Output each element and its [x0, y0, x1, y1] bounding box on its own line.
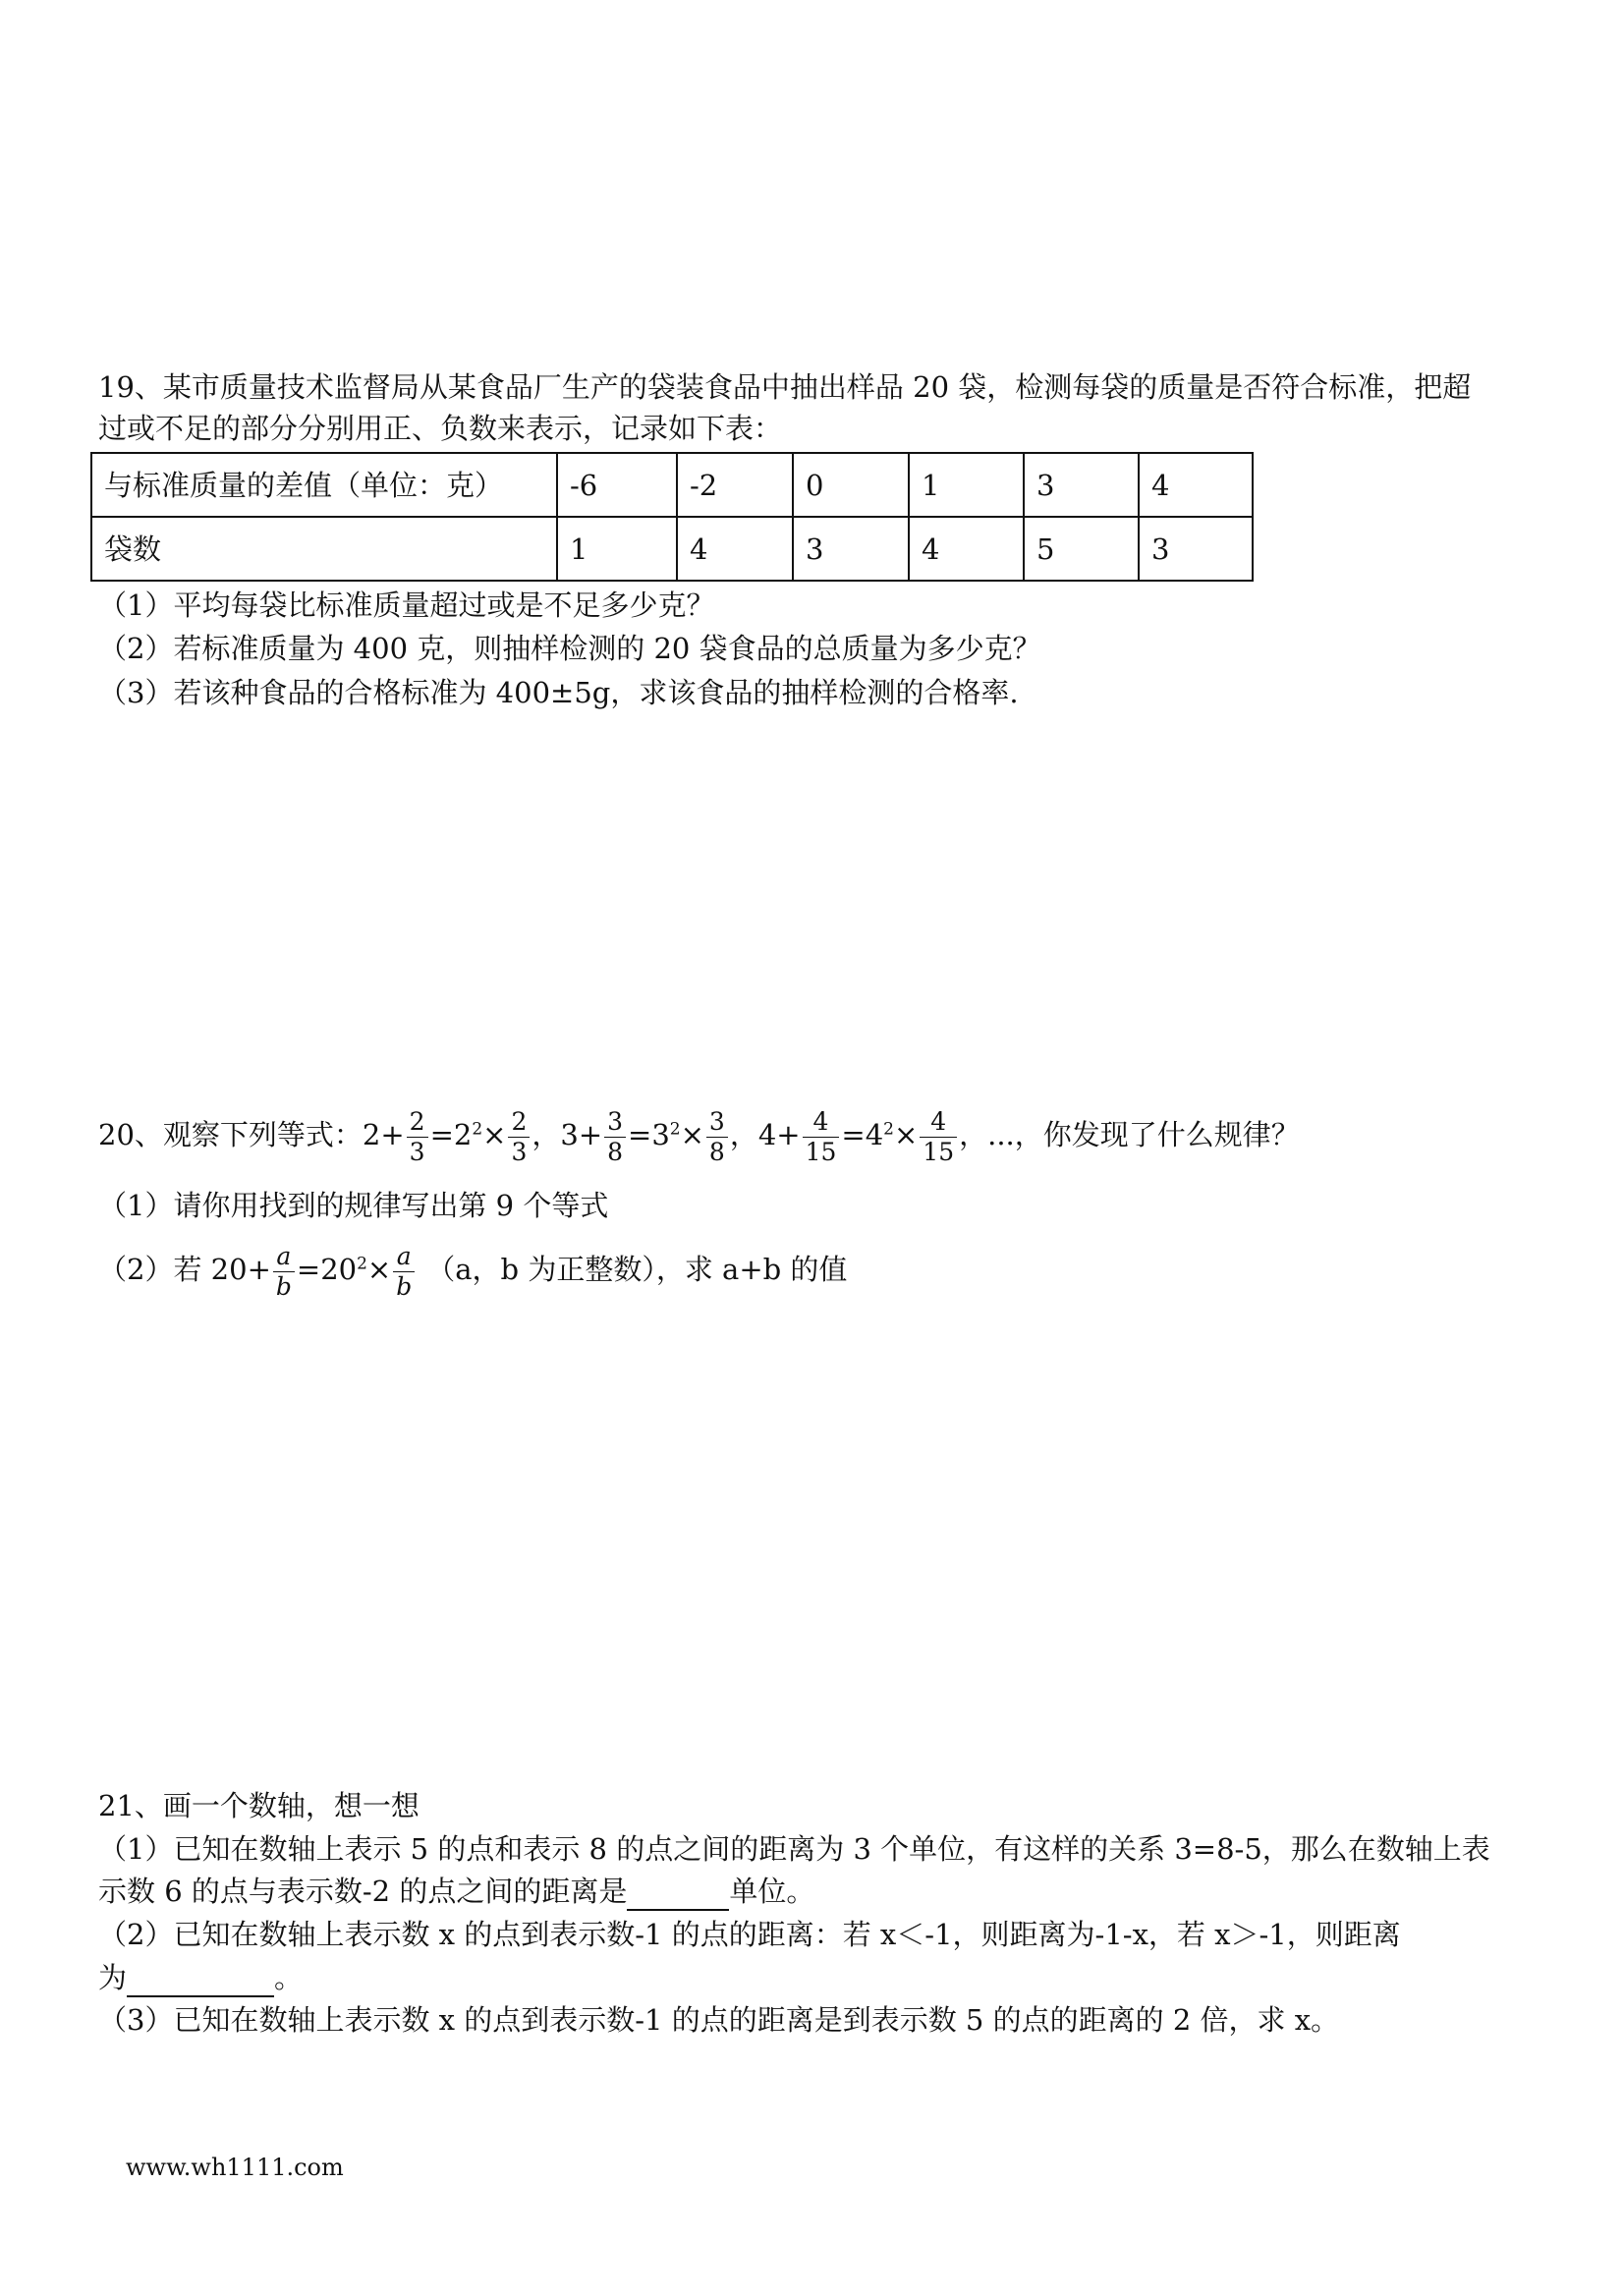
q19-line1: 19、某市质量技术监督局从某食品厂生产的袋装食品中抽出样品 20 袋，检测每袋的质量是否符合标准，把超 — [98, 370, 1472, 404]
q20-tail: ...，你发现了什么规律？ — [987, 1118, 1300, 1151]
q20-sub1: （1）请你用找到的规律写出第 9 个等式 — [98, 1189, 609, 1222]
q20-intro-line — [98, 1105, 1300, 1164]
answer-blank[interactable] — [627, 1874, 729, 1911]
table-cell-label: 与标准质量的差值（单位：克） — [91, 453, 557, 517]
equation-1: 2+ $\frac{2}{3}$ $=2^2\times$ $\frac{2}{3}$ ， — [362, 1106, 561, 1166]
fraction: $\frac{3}{8}$ — [604, 1107, 626, 1167]
q19-line2: 过或不足的部分分别用正、负数来表示，记录如下表： — [98, 412, 783, 445]
q21-sub3: （3）已知在数轴上表示数 x 的点到表示数-1 的点的距离是到表示数 5 的点的距离的 2 倍，求 x。 — [98, 2003, 1340, 2037]
table-row — [91, 453, 1253, 517]
table-cell: 3 — [1024, 453, 1139, 517]
table-cell: 3 — [1139, 517, 1253, 581]
fraction: $\frac{4}{15}$ — [920, 1107, 957, 1167]
fraction: $\frac{4}{15}$ — [803, 1107, 840, 1167]
equation-3: 4+ $\frac{4}{15}$ $=4^2\times$ $\frac{4}{15}$ ， — [757, 1106, 988, 1166]
table-cell: -6 — [557, 453, 677, 517]
q21-sub1-line1: （1）已知在数轴上表示 5 的点和表示 8 的点之间的距离为 3 个单位，有这样的关系 3=8-5，那么在数轴上表 — [98, 1832, 1490, 1866]
table-cell-label: 袋数 — [91, 517, 557, 581]
q20-sub2: （2）若 20+ $\frac{a}{b}$ $=20^2\times$ $\frac{a}{b}$ （a，b 为正整数），求 a+b 的值 — [98, 1241, 848, 1301]
answer-blank[interactable] — [127, 1960, 274, 1997]
q21-sub2-line2: 为 。 — [98, 1960, 303, 1997]
table-cell: 1 — [557, 517, 677, 581]
q21-title: 21、画一个数轴，想一想 — [98, 1789, 420, 1822]
fraction: $\frac{3}{8}$ — [706, 1107, 728, 1167]
q20-intro: 20、观察下列等式： — [98, 1118, 363, 1151]
table-cell: 1 — [909, 453, 1024, 517]
fraction: $\frac{2}{3}$ — [508, 1107, 530, 1167]
footer-website: www.wh1111.com — [126, 2154, 344, 2181]
table-cell: -2 — [677, 453, 793, 517]
table-cell: 5 — [1024, 517, 1139, 581]
table-cell: 0 — [793, 453, 909, 517]
equation-2: 3+ $\frac{3}{8}$ $=3^2\times$ $\frac{3}{8}$ ， — [560, 1106, 758, 1166]
q21-sub1-line2: 示数 6 的点与表示数-2 的点之间的距离是 单位。 — [98, 1874, 814, 1911]
q19-table — [90, 452, 1254, 582]
table-cell: 4 — [1139, 453, 1253, 517]
q19-sub3: （3）若该种食品的合格标准为 400±5g，求该食品的抽样检测的合格率. — [98, 676, 1019, 709]
table-cell: 4 — [909, 517, 1024, 581]
fraction: $\frac{2}{3}$ — [407, 1107, 428, 1167]
table-cell: 4 — [677, 517, 793, 581]
fraction: $\frac{a}{b}$ — [273, 1242, 295, 1302]
q19-sub2: （2）若标准质量为 400 克，则抽样检测的 20 袋食品的总质量为多少克？ — [98, 632, 1041, 665]
fraction: $\frac{a}{b}$ — [393, 1242, 415, 1302]
q21-sub2-line1: （2）已知在数轴上表示数 x 的点到表示数-1 的点的距离：若 x＜-1，则距离为-1-x，若 x＞-1，则距离 — [98, 1918, 1401, 1951]
q19-sub1: （1）平均每袋比标准质量超过或是不足多少克？ — [98, 588, 715, 622]
table-cell: 3 — [793, 517, 909, 581]
table-row — [91, 517, 1253, 581]
